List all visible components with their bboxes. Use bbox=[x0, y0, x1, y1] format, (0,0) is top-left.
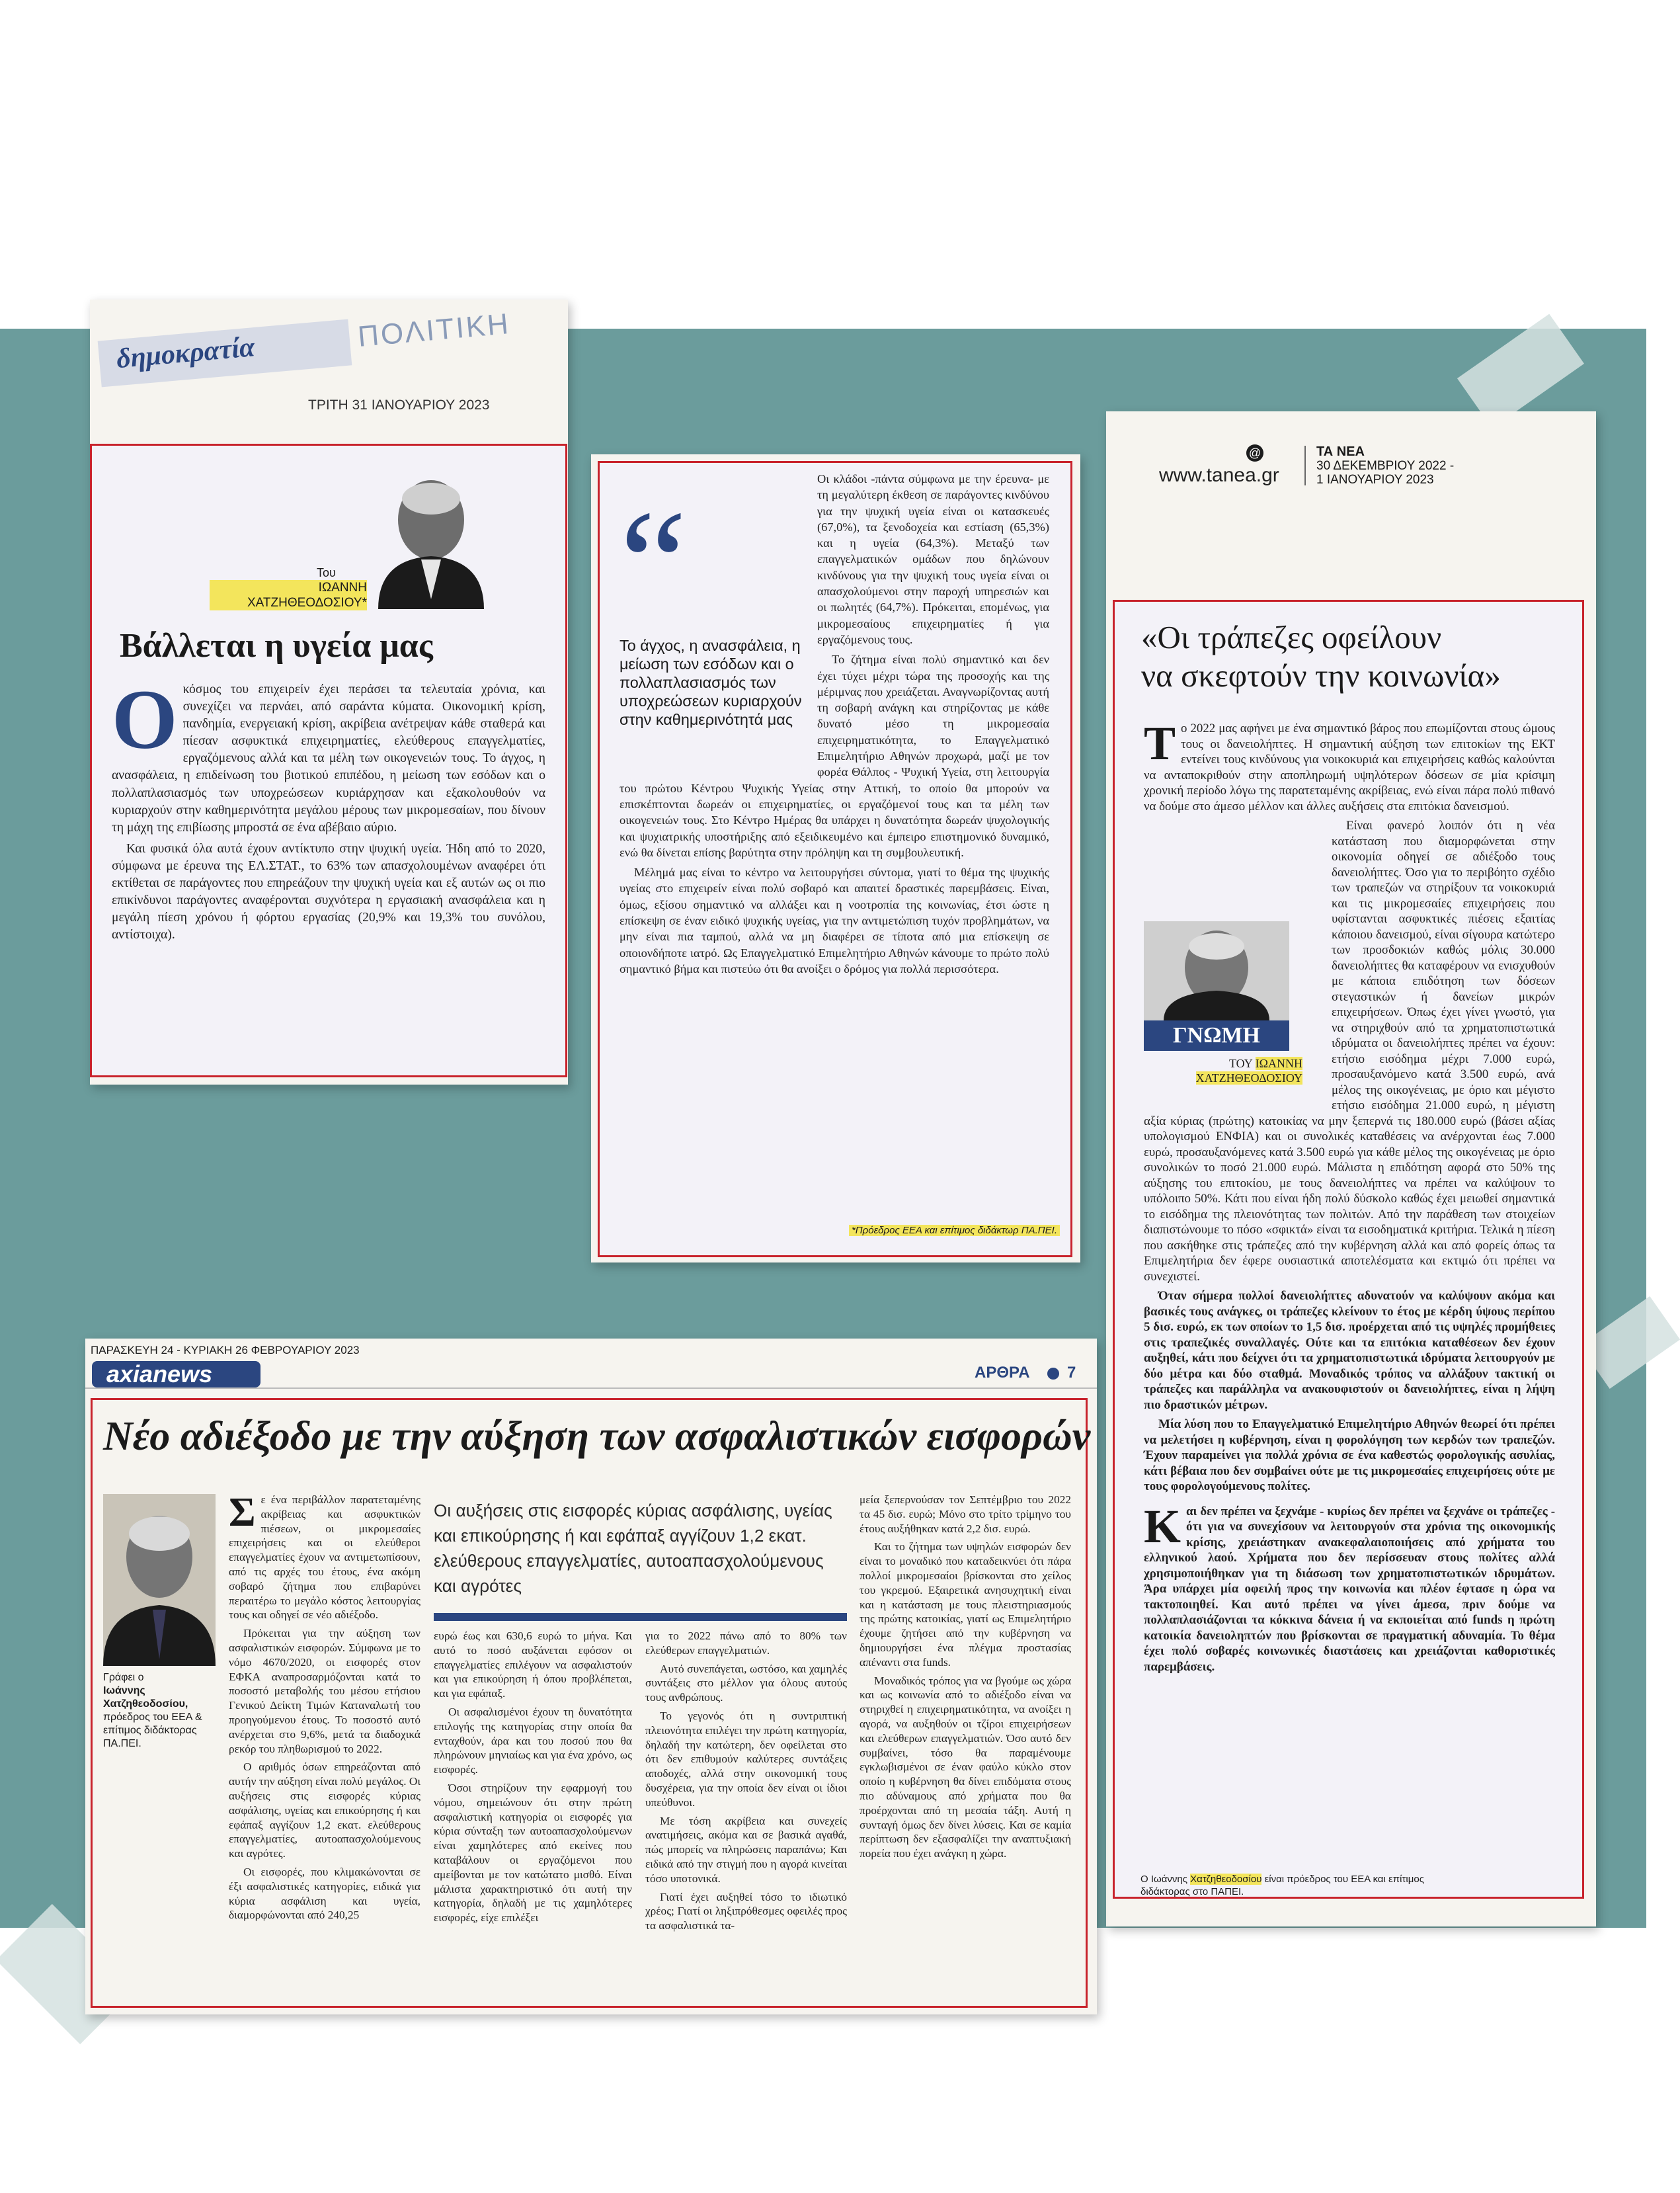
article-frame bbox=[598, 461, 1072, 1257]
paragraph: Μοναδικός τρόπος για να βγούμε ως χώρα και ως κοινωνία από το αδιέξοδο είναι να στηριχθεί η επιχειρηματικότητα, να ανοίξει η αγορά, να αυξηθούν οι τζίροι επιχειρήσεων και ελεύθερων επαγγελματιών. Όσο αυτό δεν συμβαίνει, τόσο θα παραμένουμε εγκλωβισμένοι σε έναν φαύλο κύκλο στον οποίο η κυβέρνηση θα δίνει επιδόματα στους πιο αδύναμους από χρήματα που θα προέρχονται από τη μεσαία τάξη. Αυτή η συνταγή όμως δεν δίνει λύσεις. Και σε καμία περίπτωση δεν εξασφαλίζει την αναπτυξιακή πορεία που έχει ανάγκη η χώρα. bbox=[860, 1674, 1071, 1860]
paragraph: αι δεν πρέπει να ξεχνάμε - κυρίως δεν πρέπει να ξεχνάνε οι τράπεζες - ότι για να συνεχίσουν να λειτουργούν στα χρόνια της οικονομικής κρίσης, χρειάστηκαν ανακεφαλαιοποιήσεις από χρήματα του ελληνικού λαού. Χρήματα που δεν περίσσευαν στους πολίτες αλλά χρησιμοποιήθηκαν για τη διάσωση των χρηματοπιστωτικών ιδρυμάτων. Άρα υπάρχει μία οφειλή προς την κοινωνία και πλέον έφτασε η ώρα να τακτοποιηθεί. Και αυτό πρέπει να γίνει άμεσα, πριν δούμε να πολλαπλασιάζονται τα κόκκινα δάνεια ή να εκποιείται από funds η πρώτη κατοικία δανειοληπτών που βρίσκονται σε πραγματική αδυναμία. Το θέμα έχει πολύ σοβαρές κοινωνικές διαστάσεις και χρειάζονται καθοριστικές παρεμβάσεις. bbox=[1144, 1504, 1555, 1674]
section-label: ΑΡΘΡΑ bbox=[975, 1364, 1030, 1382]
issue-date: ΤΡΙΤΗ 31 ΙΑΝΟΥΑΡΙΟΥ 2023 bbox=[308, 397, 490, 413]
drop-cap: Τ bbox=[1144, 717, 1176, 770]
paragraph: Γιατί έχει αυξηθεί τόσο το ιδιωτικό χρέος; Γιατί οι ληξιπρόθεσμες οφειλές προς τα ασφαλιστικά τα- bbox=[645, 1890, 847, 1932]
pullquote-text: Το άγχος, η ανασφάλεια, η μείωση των εσόδων και ο πολλαπλασιασμός των υποχρεώσεων κυριαρχούν στην καθημερινότητά μας bbox=[620, 637, 802, 728]
dimokratia-masthead bbox=[98, 319, 352, 388]
byline-prefix: ΤΟΥ bbox=[1229, 1057, 1253, 1070]
article-frame bbox=[1113, 600, 1584, 1899]
title-line-2: να σκεφτούν την κοινωνία» bbox=[1141, 657, 1501, 694]
opinion-box-float bbox=[1144, 921, 1322, 1101]
paragraph: για το 2022 πάνω από το 80% των ελεύθερων επαγγελματιών. bbox=[645, 1630, 847, 1657]
paragraph: Το ζήτημα είναι πολύ σημαντικό και δεν έχει τύχει μέχρι τώρα της προσοχής και της μέριμνας που χρειάζεται. Αναγνωρίζοντας αυτή τη σοβαρή ανάγκη και στηρίζοντας με κάθε δυνατό μέσο τη μικρομεσαία επιχειρηματικότητα, το Επαγγελματικό Επιμελητήριο Αθηνών προχωρά, μαζί με τον φορέα Θάλπος - Ψυχική Υγεία, στη λειτουργία του πρώτου Κέντρου Ψυχικής Υγείας στην Αττική, το οποίο θα μπορούν να επισκέπτονται δωρεάν οι επιχειρηματίες, οι εργαζόμενοί τους και τα μέλη των οικογενειών τους. Στο Κέντρο Ημέρας θα υπάρχει η δυνατότητα δωρεάν ψυχολογικής και ψυχιατρικής υποστήριξης από εξειδικευμένο και έμπειρο επιστημονικό δυναμικό, ενώ θα δίνεται επίσης βαρύτητα στην πρόληψη και τη συμβουλευτική. bbox=[620, 653, 1049, 859]
issue-date: ΠΑΡΑΣΚΕΥΗ 24 - ΚΥΡΙΑΚΗ 26 ΦΕΒΡΟΥΑΡΙΟΥ 2023 bbox=[91, 1344, 360, 1356]
byline-author: ΙΩΑΝΝΗ ΧΑΤΖΗΘΕΟΔΟΣΙΟΥ* bbox=[210, 580, 367, 610]
column-3 bbox=[645, 1629, 847, 1997]
clipping-ta-nea bbox=[1106, 411, 1596, 1926]
quote-marks-icon: “ bbox=[620, 479, 688, 647]
article-frame bbox=[91, 1398, 1091, 2008]
byline bbox=[1144, 1056, 1302, 1085]
drop-cap: Ο bbox=[112, 673, 178, 766]
paragraph: Ο αριθμός όσων επηρεάζονται από αυτήν την αύξηση είναι πολύ μεγάλος. Οι αυξήσεις στις εισφορές κύριας ασφάλισης, υγείας και επικούρησης ή και εφάπαξ αγγίζουν 1,2 εκατ. ελεύθερους επαγγελματίες, αυτοαπασχολούμενους και αγρότες. bbox=[229, 1760, 420, 1860]
clipping-axianews bbox=[85, 1339, 1097, 2014]
issue-date-line-2: 1 ΙΑΝΟΥΑΡΙΟΥ 2023 bbox=[1316, 473, 1434, 487]
article-body bbox=[112, 673, 545, 1065]
paragraph: Μία λύση που το Επαγγελματικό Επιμελητήριο Αθηνών θεωρεί ότι πρέπει να μελετήσει η κυβέρνηση, είναι η φορολόγηση των κερδών των τραπεζών. Έχουν παραμείνει για πολλά χρόνια σε ένα καθεστώς φορολογικής ασυλίας, κάτι βέβαια που δεν συμβαίνει ούτε με τις μικρομεσαίες επιχειρήσεις ούτε με τους φορολογούμενους πολίτες. bbox=[1144, 1417, 1555, 1493]
column-2 bbox=[434, 1629, 632, 1997]
author-photo bbox=[365, 467, 497, 609]
photo-caption: Γράφει ο Ιωάννης Χατζηθεοδοσίου, πρόεδρος του ΕΕΑ & επίτιμος διδάκτορας ΠΑ.ΠΕΙ. bbox=[103, 1672, 202, 1749]
section-dot-icon bbox=[1047, 1368, 1059, 1380]
paragraph: Μέλημά μας είναι το κέντρο να λειτουργήσει σύντομα, γιατί το θέμα της ψυχικής υγείας στο επιχειρείν είναι πολύ σοβαρό και απαιτεί δραστικές παρεμβάσεις. Είναι, όμως, εξίσου σημαντικό να αλλάξει και η νοοτροπία της κοινωνίας, έτσι ώστε η επίσκεψη σε έναν ειδικό ψυχικής υγείας, για την αντιμετώπιση τυχόν προβλημάτων, να μην είναι πια ταμπού, αλλά να μη διαφέρει σε τίποτα από μια επίσκεψη σε οποιονδήποτε ιατρό. Ως Επαγγελματικό Επιμελητήριο Αθηνών κάνουμε το πρώτο πολύ σημαντικό βήμα και πιστεύω ότι θα ανοίξει ο δρόμος για πολλά περισσότερα. bbox=[620, 866, 1049, 975]
paragraph: Είναι φανερό λοιπόν ότι η νέα κατάσταση που διαμορφώνεται στην οικονομία οδηγεί σε αδιέξοδο τους δανειολήπτες. Όσο για το περιβόητο σχέδιο των τραπεζών να στηρίξουν τα νοικοκυριά και τις μικρομεσαίες επιχειρήσεις που υφίστανται ασφυκτικές πιέσεις εξαιτίας κάποιου δανεισμού, είναι σίγουρα κατώτερο των προσδοκιών καθώς μόλις 30.000 δανειολήπτες θα καταφέρουν να ενισχυθούν με κάποια επιδότηση των δόσεων στεγαστικών ή δανείων μικρών επιχειρήσεων. Όπως έχει γίνει γνωστό, για να στηριχθούν από τα χρηματοπιστωτικά ιδρύματα οι δανειολήπτες πρέπει να έχουν: ετήσιο εισόδημα μέχρι 7.000 ευρώ, προσαυξανόμενο κατά 3.500 ευρώ, ανά μέλος της οικογένειας, με όριο και μέγιστο ετήσιο εισόδημα 21.000 ευρώ, η μέγιστη αξία κύριας (πρώτης) κατοικίας να μην ξεπερνά τις 180.000 ευρώ (βάσει αξίας υπολογισμού ΕΝΦΙΑ) και οι συνολικές καταθέσεις να ανέρχονται έως 7.000 ευρώ, προσαυξανόμενες κατά 3.500 ευρώ για κάθε μέλος της οικογένειας με όριο συνολικών το ποσό 21.000 ευρώ. Μάλιστα η επιδότηση αφορά στο 50% της αύξησης του επιτοκίου, με τους δανειολήπτες να πρέπει να καλύψουν το υπόλοιπο 50%. Κάτι που είναι ήδη πολύ δύσκολο καθώς έχει μειωθεί σημαντικά το εισόδημα της πλειονότητας των πολιτών. Από την παράθεση των στοιχείων διαπιστώνουμε το πόσο «σφικτά» είναι τα εισοδηματικά κριτήρια. Τελικά η πίεση που ασκήθηκε στις τράπεζες από την κυβέρνηση αλλά και από φορείς όπως τα Επιμελητήρια δεν έφερε ουσιαστικά αποτελέσματα και εκτιμώ ότι πρέπει να συνεχιστεί. bbox=[1144, 819, 1555, 1284]
paragraph: κόσμος του επιχειρείν έχει περάσει τα τελευταία χρόνια, και συνεχίζει να περνάει, από σαράντα κύματα. Οικονομική κρίση, πανδημία, ενεργειακή κρίση, ακρίβεια ανέτρεψαν κάθε σταθερά και πίεσαν ασφυκτικά επιχειρηματίες, ελεύθερους επαγγελματίες, εργαζόμενους αλλά και τα μέλη των οικογενειών τους. Το άγχος, η ανασφάλεια, η επιδείνωση του βιοτικού επιπέδου, η μείωση των εσόδων και ο πολλαπλασιασμός των υποχρεώσεων κυριάρχησαν και εξακολουθούν να κυριαρχούν στην καθημερινότητα μεγάλου μέρους των μικρομεσαίων, που δίνουν τη μάχη της επιβίωσης μπροστά σε ένα αβέβαιο αύριο. bbox=[112, 683, 545, 835]
byline-prefix: Του bbox=[317, 566, 336, 579]
paragraph: ο 2022 μας αφήνει με ένα σημαντικό βάρος που επωμίζονται στους ώμους τους οι δανειολήπτες. Η σημαντική αύξηση των επιτοκίων της ΕΚΤ εντείνει τους κινδύνους για νοικοκυριά και επιχειρήσεις καθώς καλούνται να ανταποκριθούν στην αποπληρωμή υψηλότερων δόσεων σε μία κρίσιμη χρονική περίοδο λόγω της παρατεταμένης ακρίβειας, ενώ είναι πάρα πολύ πιθανό να δούμε στο άμεσο μέλλον και άλλες αυξήσεις στα επιτόκια δανεισμού. bbox=[1144, 722, 1555, 813]
byline-author-line-1: ΙΩΑΝΝΗ bbox=[1255, 1057, 1302, 1070]
paragraph: Το γεγονός ότι η συντριπτική πλειονότητα επιλέγει την πρώτη κατηγορία, δηλαδή την κατώτερη, δεν οφείλεται στο ότι δεν επιθυμούν καλύτερες συντάξεις αποδοχές, αλλά στην οικονομική τους δυσχέρεια, για την οποία δεν είναι οι ίδιοι υπεύθυνοι. bbox=[645, 1709, 847, 1809]
paragraph: Αυτό συνεπάγεται, ωστόσο, και χαμηλές συντάξεις στο μέλλον για όλους αυτούς τους ανθρώπους. bbox=[645, 1662, 847, 1704]
axianews-logo: axianews bbox=[92, 1361, 260, 1387]
paragraph: Με τόση ακρίβεια και συνεχείς ανατιμήσεις, ακόμα και σε βασικά αγαθά, πώς μπορείς να πληρώσεις παραπάνω; Και ειδικά από την στιγμή που η αγορά κινείται τόσο υποτονικά. bbox=[645, 1814, 847, 1885]
pullquote-underline bbox=[434, 1613, 847, 1621]
ta-nea-logo-icon: @ bbox=[1246, 444, 1263, 462]
paragraph: ε ένα περιβάλλον παρατεταμένης ακρίβειας και ασφυκτικών πιέσεων, οι μικρομεσαίες επιχειρήσεις και οι ελεύθεροι επαγγελματίες έχουν να αντιμετωπίσουν, από τις αρχές του έτους, ένα ακόμη σοβαρό ζήτημα που επιβαρύνει περαιτέρω το μεγάλο κόστος λειτουργίας τους και οδηγεί σε νέο αδιέξοδο. bbox=[229, 1493, 420, 1622]
author-footnote: *Πρόεδρος ΕΕΑ και επίτιμος διδάκτωρ ΠΑ.ΠΕΙ. bbox=[849, 1225, 1060, 1236]
column-4 bbox=[860, 1493, 1071, 1997]
pullquote-float bbox=[620, 479, 808, 774]
paragraph: Οι εισφορές, που κλιμακώνονται σε έξι ασφαλιστικές κατηγορίες, ειδικά για κύρια ασφάλιση και υγεία, διαμορφώνονται από 240,25 bbox=[229, 1865, 420, 1922]
paragraph: Όταν σήμερα πολλοί δανειολήπτες αδυνατούν να καλύψουν ακόμα και βασικές τους ανάγκες, οι τράπεζες κλείνουν το έτος με κέρδη ύψους περίπου 5 δισ. ευρώ, εκ των οποίων το 1,5 δισ. προέρχεται από τις υψηλές προμήθειες στις τραπεζικές συναλλαγές. Ούτε και τα επιτόκια καταθέσεων δεν έχουν αυξηθεί, κάτι που δείχνει ότι τα χρηματοπιστωτικά ιδρύματα λειτουργούν με δύο μέτρα και δύο σταθμά. Μοναδικός τρόπος να αλλάξουν τακτική οι τράπεζες και παράλληλα να ανακουφιστούν οι δανειολήπτες, είναι η λήψη πιο δραστικών μέτρων. bbox=[1144, 1289, 1555, 1412]
drop-cap: Σ bbox=[229, 1490, 256, 1535]
author-photo bbox=[1144, 921, 1289, 1020]
paragraph: Και φυσικά όλα αυτά έχουν αντίκτυπο στην ψυχική υγεία. Ήδη από το 2020, σύμφωνα με έρευνα της ΕΛ.ΣΤΑΤ., το 63% των απασχολουμένων αναφέρει ότι εκτίθεται σε παράγοντες που επηρεάζουν την ψυχική υγεία και εξ αυτών ως οι πιο επικίνδυνοι παράγοντες αναφέρονται συχνότερα η εργασιακή ανασφάλεια και η μεγάλη πίεση χρόνου ή φόρτου εργασίας (20,9% και 19,3% του συνόλου, αντίστοιχα). bbox=[112, 841, 545, 942]
paper-name: ΤΑ ΝΕΑ bbox=[1316, 444, 1365, 459]
article-title bbox=[1141, 618, 1501, 695]
section-label: ΠΟΛΙΤΙΚΗ bbox=[356, 308, 512, 353]
column-1 bbox=[229, 1490, 420, 1997]
title-line-1: «Οι τράπεζες οφείλουν bbox=[1141, 619, 1442, 655]
opinion-label: ΓΝΩΜΗ bbox=[1144, 1020, 1289, 1051]
body-wrapped bbox=[620, 471, 1049, 975]
paragraph: Όσοι στηρίζουν την εφαρμογή του νόμου, σημειώνουν ότι στην πρώτη ασφαλιστική κατηγορία οι εισφορές για κύρια σύνταξη των αυτοαπασχολούμενων είναι χαμηλότερες από εκείνες που καταβάλουν οι εργαζόμενοι που αμείβονται με τον κατώτατο μισθό. Είναι μάλιστα χαρακτηριστικό ότι αυτή την κατηγορία, δηλαδή με τις χαμηλότερες εισφορές, είχε επιλέξει bbox=[434, 1781, 632, 1924]
author-photo bbox=[103, 1494, 216, 1666]
paragraph: μεία ξεπερνούσαν τον Σεπτέμβριο του 2022 τα 45 δισ. ευρώ; Μόνο στο τρίτο τρίμηνο του έτους αυξήθηκαν κατά 2,2 δισ. ευρώ. bbox=[860, 1493, 1071, 1535]
site-url: www.tanea.gr bbox=[1159, 464, 1279, 486]
drop-cap: Κ bbox=[1144, 1499, 1181, 1553]
clipping-dimokratia bbox=[90, 300, 568, 1085]
article-title: Βάλλεται η υγεία μας bbox=[120, 627, 433, 665]
paragraph: Οι κλάδοι -πάντα σύμφωνα με την έρευνα- με τη μεγαλύτερη έκθεση σε παράγοντες κινδύνου για την ψυχική υγεία είναι οι κατασκευές (67,0%), τα ξενοδοχεία και εστίαση (65,3%) και η υγεία (64,3%). Μεταξύ των επαγγελματικών ομάδων που δηλώνουν κινδύνους για την ψυχική τους υγεία είναι οι απασχολούμενοι στην παροχή υπηρεσιών και οι πωλητές (64,7%). Πρόκειται, επομένως, για μικρομεσαίους επιχειρηματίες ή για εργαζόμενους τους. bbox=[817, 472, 1049, 646]
page-number: 7 bbox=[1067, 1364, 1076, 1382]
article-frame bbox=[90, 444, 567, 1077]
clipping-continuation bbox=[591, 454, 1080, 1262]
paragraph: ευρώ έως και 630,6 ευρώ το μήνα. Και αυτό το ποσό αυξάνεται εφόσον οι επαγγελματίες επιλέγουν να ασφαλιστούν και για επικούρηση ή όπου προβλέπεται, και για εφάπαξ. bbox=[434, 1630, 632, 1700]
byline-author-line-2: ΧΑΤΖΗΘΕΟΔΟΣΙΟΥ bbox=[1195, 1071, 1302, 1085]
article-title: Νέο αδιέξοδο με την αύξηση των ασφαλιστικών εισφορών bbox=[103, 1414, 1091, 1459]
masthead-text: δημοκρατία bbox=[115, 332, 256, 375]
article-body bbox=[1144, 717, 1555, 1885]
axianews-masthead bbox=[85, 1361, 1097, 1389]
author-footnote: Ο Ιωάννης Χατζηθεοδοσίου είναι πρόεδρος του ΕΕΑ και επίτιμος διδάκτορας στο ΠΑΠΕΙ. bbox=[1140, 1874, 1424, 1897]
paragraph: Πρόκειται για την αύξηση των ασφαλιστικών εισφορών. Σύμφωνα με το νόμο 4670/2020, οι εισφορές στον ΕΦΚΑ αναπροσαρμόζονται κατά το ποσοστό μεταβολής του μέσου ετήσιου Γενικού Δείκτη Τιμών Καταναλωτή του προηγούμενου έτους. Το ποσοστό αυτό ανέρχεται στο 9,6%, μετά τα διαδοχικά ρεκόρ του πληθωρισμού το 2022. bbox=[229, 1627, 420, 1755]
issue-date-line-1: 30 ΔΕΚΕΜΒΡΙΟΥ 2022 - bbox=[1316, 459, 1455, 473]
paragraph: Και το ζήτημα των υψηλών εισφορών δεν είναι το μοναδικό που καταδεικνύει ότι πάρα πολλοί μικρομεσαίοι βρίσκονται στο χείλος του γκρεμού. Εξαιρετικά ανησυχητική είναι και η κατάσταση με τους πλειστηριασμούς της πρώτης κατοικίας, γιατί ως Επιμελητήριο έχουμε ζητήσει από την κυβέρνηση να δημιουργήσει ένα πλέγμα προστασίας απέναντι στα funds. bbox=[860, 1540, 1071, 1669]
paragraph: Οι ασφαλισμένοι έχουν τη δυνατότητα επιλογής της κατηγορίας στην οποία θα ενταχθούν, άρα και του ποσού που θα πληρώνουν μηνιαίως και για ένα χρόνο, ως εισφορές. bbox=[434, 1705, 632, 1776]
header-divider bbox=[1304, 446, 1306, 485]
pullquote: Οι αυξήσεις στις εισφορές κύριας ασφάλισης, υγείας και επικούρησης ή και εφάπαξ αγγίζουν 1,2 εκατ. ελεύθερους επαγγελματίες, αυτοαπασχολούμενους και αγρότες bbox=[434, 1501, 832, 1596]
